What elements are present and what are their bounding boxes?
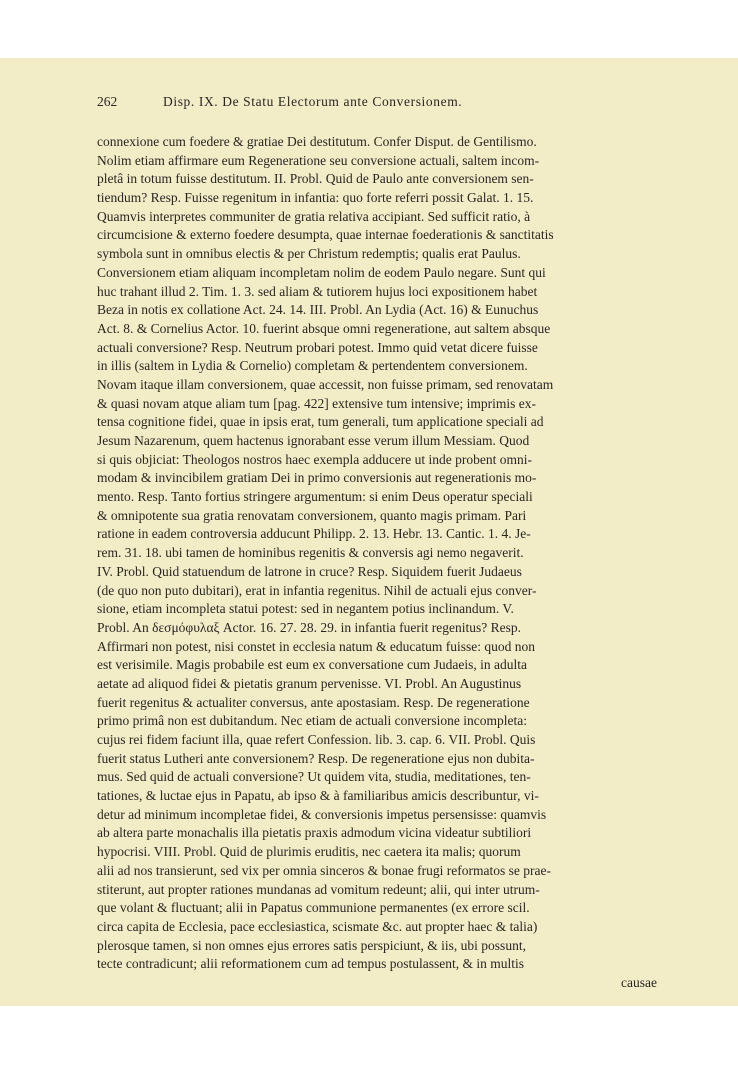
page-number: 262 <box>97 94 118 109</box>
text-line: connexione cum foedere & gratiae Dei destitutum. Confer Disput. de Gentilismo. <box>97 134 537 149</box>
text-line: causae <box>621 974 657 990</box>
text-line: huc trahant illud 2. Tim. 1. 3. sed aliam & tutiorem hujus loci expositionem habet <box>97 283 538 299</box>
text-line: Conversionem etiam aliquam incompletam nolim de eodem Paulo negare. Sunt qui <box>97 264 546 280</box>
text-line: symbola sunt in omnibus electis & per Christum redemptis; qualis erat Paulus. <box>97 246 521 262</box>
text-line: circumcisione & externo foedere desumpta, quae internae foederationis & sanctitatis <box>97 227 554 243</box>
running-header <box>97 94 657 116</box>
text-line: IV. Probl. Quid statuendum de latrone in cruce? Resp. Siquidem fuerit Judaeus <box>97 563 522 579</box>
text-line: modam & invincibilem gratiam Dei in primo conversionis aut regenerationis mo- <box>97 470 537 486</box>
text-line: circa capita de Ecclesia, pace ecclesiastica, scismate &c. aut propter haec & talia) <box>97 918 538 934</box>
book-page <box>0 58 738 1006</box>
text-line: in illis (saltem in Lydia & Cornelio) completam & pertendentem conversionem. <box>97 358 528 374</box>
text-line: tationes, & luctae ejus in Papatu, ab ipso & à familiaribus amicis describuntur, vi- <box>97 788 539 804</box>
text-line: si quis objiciat: Theologos nostros haec exempla adducere ut inde probent omni- <box>97 451 533 467</box>
text-line: Jesum Nazarenum, quem hactenus ignorabant esse verum illum Messiam. Quod <box>97 433 530 448</box>
text-line: aetate ad aliquod fidei & pietatis granum pervenisse. VI. Probl. An Augustinus <box>97 675 522 691</box>
text-line: tensa cognitione fidei, quae in ipsis erat, tum generali, tum applicatione speciali ad <box>97 414 544 430</box>
text-line: ratione in eadem controversia adducunt Philipp. 2. 13. Hebr. 13. Cantic. 1. 4. Je- <box>97 526 531 542</box>
text-line: rem. 31. 18. ubi tamen de hominibus regenitis & conversis agi nemo negaverit. <box>97 545 524 561</box>
text-line: & omnipotente sua gratia renovatam conversionem, quanto magis primam. Pari <box>97 507 527 523</box>
text-line: plerosque tamen, si non omnes ejus errores satis perspiciunt, & iis, ubi possunt, <box>97 937 526 953</box>
text-line: Nolim etiam affirmare eum Regeneratione seu conversione actuali, saltem incom- <box>97 152 540 168</box>
text-line: fuerit status Lutheri ante conversionem? Resp. De regeneratione ejus non dubita- <box>97 750 535 766</box>
text-line: hypocrisi. VIII. Probl. Quid de plurimis eruditis, nec caetera ita malis; quorum <box>97 844 521 860</box>
text-line: est verisimile. Magis probabile est eum ex conversatione cum Judaeis, in adulta <box>97 657 528 673</box>
text-line: Affirmari non potest, nisi constet in ecclesia natum & educatum fuisse: quod non <box>97 638 536 654</box>
text-line: Quamvis interpretes communiter de gratia relativa accipiant. Sed sufficit ratio, à <box>97 208 531 224</box>
text-line: que volant & fluctuant; alii in Papatus communione permanentes (ex errore scil. <box>97 900 530 916</box>
text-line: cujus rei fidem faciunt illa, quae refert Confession. lib. 3. cap. 6. VII. Probl. Quis <box>97 732 536 747</box>
running-title: Disp. IX. De Statu Electorum ante Conversionem. <box>163 94 463 109</box>
text-line: (de quo non puto dubitari), erat in infantia regenitus. Nihil de actuali ejus conver- <box>97 582 537 598</box>
text-line: ab altera parte monachalis illa pietatis praxis admodum vicina videatur subtiliori <box>97 825 532 841</box>
text-line: alii ad nos transierunt, sed vix per omnia sinceros & bonae frugi reformatos se prae- <box>97 862 551 878</box>
text-line: primo primâ non est dubitandum. Nec etiam de actuali conversione incompleta: <box>97 713 527 729</box>
text-line: tiendum? Resp. Fuisse regenitum in infantia: quo forte referri possit Galat. 1. 15. <box>97 190 534 206</box>
text-line: tecte contradicunt; alii reformationem cum ad tempus postulassent, & in multis <box>97 956 525 972</box>
text-line: detur ad minimum incompletae fidei, & conversionis impetus persensisse: quamvis <box>97 806 547 822</box>
text-line: mus. Sed quid de actuali conversione? Ut quidem vita, studia, meditationes, ten- <box>97 769 531 785</box>
text-line: Act. 8. & Cornelius Actor. 10. fuerint absque omni regeneratione, aut saltem absque <box>97 320 551 336</box>
text-line: pletâ in totum fuisse destitutum. II. Probl. Quid de Paulo ante conversionem sen- <box>97 171 534 187</box>
text-line: stiterunt, aut propter rationes mundanas ad vomitum redeunt; alii, qui inter utrum- <box>97 881 540 897</box>
text-line: Novam itaque illam conversionem, quae accessit, non fuisse primam, sed renovatam <box>97 376 554 392</box>
text-line: fuerit regenitus & actualiter conversus, ante apostasiam. Resp. De regeneratione <box>97 694 530 710</box>
text-line: Beza in notis ex collatione Act. 24. 14. III. Probl. An Lydia (Act. 16) & Eunuchus <box>97 302 539 318</box>
body-text <box>97 133 657 993</box>
text-line: actuali conversione? Resp. Neutrum probari potest. Immo quid vetat dicere fuisse <box>97 339 538 355</box>
text-line: Probl. An δεσμόφυλαξ Actor. 16. 27. 28. 29. in infantia fuerit regenitus? Resp. <box>97 619 521 635</box>
text-line: sione, etiam incompleta statui potest: sed in negantem potius inclinandum. V. <box>97 601 514 617</box>
text-line: mento. Resp. Tanto fortius stringere argumentum: si enim Deus operatur speciali <box>97 489 533 505</box>
text-line: & quasi novam atque aliam tum [pag. 422] extensive tum intensive; imprimis ex- <box>97 395 537 411</box>
